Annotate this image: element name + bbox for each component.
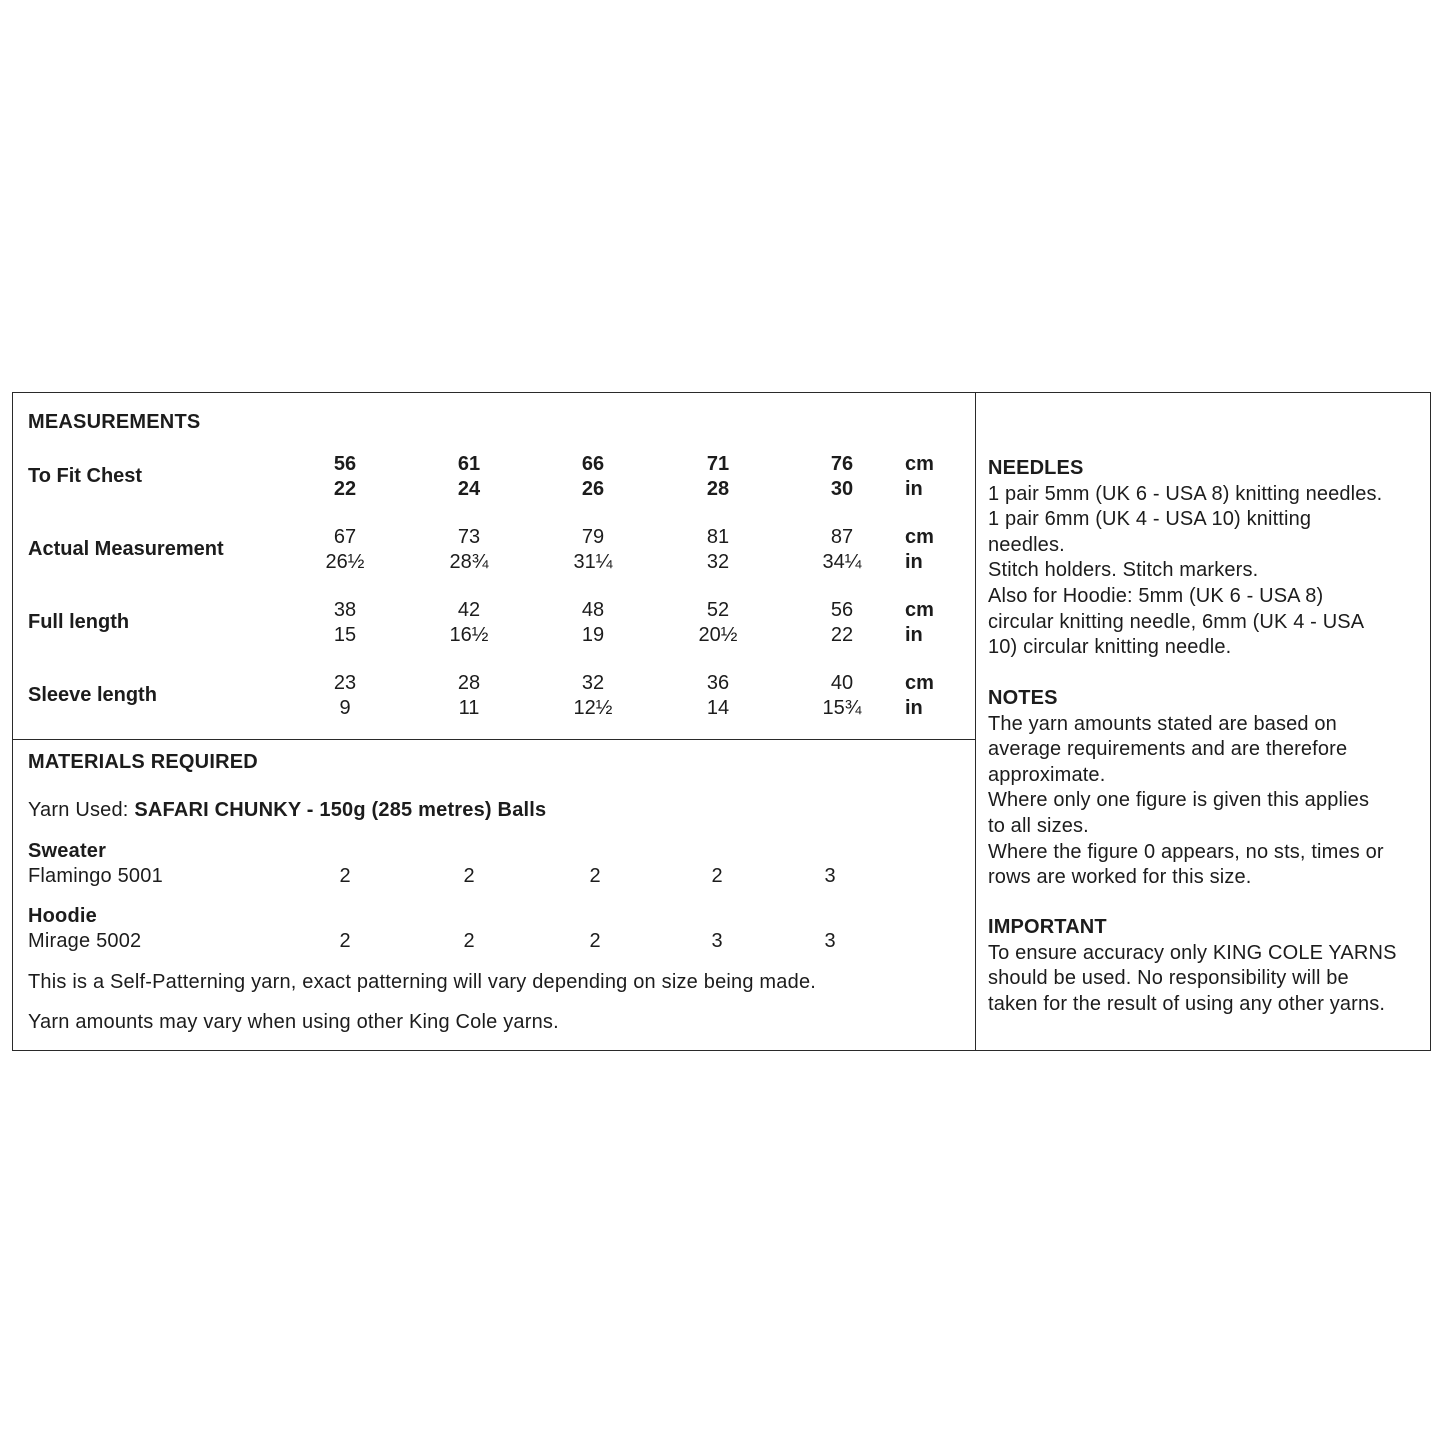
measurement-value-in: 24 — [457, 478, 481, 500]
measurement-value-in: 12½ — [573, 697, 613, 719]
measurement-value-cm: 87 — [830, 526, 854, 548]
measurement-value-in: 32 — [706, 551, 730, 573]
measurement-value-in: 22 — [333, 478, 357, 500]
measurement-value-cm: 52 — [706, 599, 730, 621]
measurement-value-in: 11 — [458, 697, 480, 719]
measurement-value-cm: 73 — [457, 526, 481, 548]
unit-label-cm: cm — [905, 453, 934, 475]
important-line: should be used. No responsibility will be — [988, 967, 1349, 990]
notes-section — [988, 686, 1428, 891]
measurement-value-cm: 76 — [830, 453, 854, 475]
needles-line: circular knitting needle, 6mm (UK 4 - USA — [988, 610, 1365, 633]
measurement-value-in: 20½ — [698, 624, 738, 646]
measurement-value-cm: 42 — [457, 599, 481, 621]
needles-section — [988, 456, 1428, 661]
ball-count: 2 — [463, 930, 475, 952]
notes-heading: NOTES — [988, 687, 1058, 709]
ball-count: 3 — [824, 865, 836, 887]
measurement-value-in: 15¾ — [822, 697, 862, 719]
yarn-amounts-note: Yarn amounts may vary when using other King Cole yarns. — [28, 1011, 559, 1033]
materials-heading: MATERIALS REQUIRED — [28, 751, 258, 773]
yarn-used-line — [28, 798, 546, 823]
measurement-value-in: 9 — [339, 697, 351, 719]
measurement-value-cm: 81 — [706, 526, 730, 548]
measurements-heading: MEASUREMENTS — [28, 411, 201, 433]
measurement-value-cm: 61 — [457, 453, 481, 475]
measurement-value-in: 34¼ — [822, 551, 862, 573]
measurement-value-cm: 67 — [333, 526, 357, 548]
needles-line: 1 pair 6mm (UK 4 - USA 10) knitting — [988, 508, 1312, 531]
important-line: taken for the result of using any other yarns. — [988, 992, 1386, 1015]
unit-label-cm: cm — [905, 599, 934, 621]
needles-text — [988, 482, 1428, 661]
measurement-value-in: 15 — [333, 624, 357, 646]
measurement-value-in: 22 — [830, 624, 854, 646]
needles-heading: NEEDLES — [988, 457, 1084, 479]
important-line: To ensure accuracy only KING COLE YARNS — [988, 941, 1397, 964]
measurement-value-cm: 38 — [333, 599, 357, 621]
needles-line: 10) circular knitting needle. — [988, 636, 1232, 659]
yarn-shade: Flamingo 5001 — [28, 865, 163, 887]
unit-label-in: in — [905, 697, 923, 719]
measurement-row-label: Actual Measurement — [28, 538, 224, 560]
ball-count: 3 — [711, 930, 723, 952]
measurement-value-cm: 56 — [333, 453, 357, 475]
needles-line: needles. — [988, 533, 1065, 556]
measurement-value-in: 26 — [581, 478, 605, 500]
notes-line: rows are worked for this size. — [988, 866, 1252, 889]
measurement-value-cm: 48 — [581, 599, 605, 621]
needles-line: Stitch holders. Stitch markers. — [988, 559, 1259, 582]
ball-count: 2 — [463, 865, 475, 887]
measurement-value-in: 19 — [581, 624, 605, 646]
unit-label-cm: cm — [905, 672, 934, 694]
unit-label-cm: cm — [905, 526, 934, 548]
yarn-name: SAFARI CHUNKY - 150g (285 metres) Balls — [134, 799, 547, 821]
section-divider — [12, 739, 976, 740]
measurement-value-cm: 56 — [830, 599, 854, 621]
notes-line: approximate. — [988, 763, 1106, 786]
measurement-row-label: Sleeve length — [28, 684, 157, 706]
column-divider — [975, 392, 976, 1051]
self-patterning-note: This is a Self-Patterning yarn, exact patterning will vary depending on size being made. — [28, 971, 817, 993]
ball-count: 2 — [339, 930, 351, 952]
measurement-value-in: 14 — [706, 697, 730, 719]
important-heading: IMPORTANT — [988, 916, 1107, 938]
ball-count: 2 — [589, 930, 601, 952]
notes-line: The yarn amounts stated are based on — [988, 712, 1337, 735]
measurement-value-cm: 23 — [333, 672, 357, 694]
measurement-value-cm: 66 — [581, 453, 605, 475]
measurement-value-in: 26½ — [325, 551, 365, 573]
yarn-shade: Mirage 5002 — [28, 930, 142, 952]
notes-line: average requirements and are therefore — [988, 738, 1348, 761]
measurement-row-label: Full length — [28, 611, 130, 633]
ball-count: 2 — [589, 865, 601, 887]
notes-line: Where only one figure is given this applies — [988, 789, 1370, 812]
notes-line: to all sizes. — [988, 814, 1089, 837]
ball-count: 2 — [339, 865, 351, 887]
garment-title: Sweater — [28, 840, 107, 862]
unit-label-in: in — [905, 624, 923, 646]
measurement-value-cm: 71 — [706, 453, 730, 475]
notes-line: Where the figure 0 appears, no sts, times or — [988, 840, 1384, 863]
measurement-row-label: To Fit Chest — [28, 465, 143, 487]
measurement-value-cm: 32 — [581, 672, 605, 694]
measurement-value-cm: 40 — [830, 672, 854, 694]
measurement-value-in: 28 — [706, 478, 730, 500]
ball-count: 2 — [711, 865, 723, 887]
measurement-value-in: 30 — [830, 478, 854, 500]
unit-label-in: in — [905, 551, 923, 573]
measurement-value-cm: 36 — [706, 672, 730, 694]
notes-text — [988, 712, 1428, 891]
unit-label-in: in — [905, 478, 923, 500]
measurement-value-cm: 28 — [457, 672, 481, 694]
important-text — [988, 941, 1428, 1018]
garment-title: Hoodie — [28, 905, 97, 927]
measurement-value-in: 28¾ — [449, 551, 489, 573]
measurement-value-cm: 79 — [581, 526, 605, 548]
measurement-value-in: 31¼ — [573, 551, 613, 573]
measurement-value-in: 16½ — [449, 624, 489, 646]
ball-count: 3 — [824, 930, 836, 952]
needles-line: 1 pair 5mm (UK 6 - USA 8) knitting needles. — [988, 482, 1383, 505]
needles-line: Also for Hoodie: 5mm (UK 6 - USA 8) — [988, 584, 1324, 607]
yarn-used-prefix: Yarn Used: — [28, 799, 129, 821]
important-section — [988, 915, 1428, 1017]
